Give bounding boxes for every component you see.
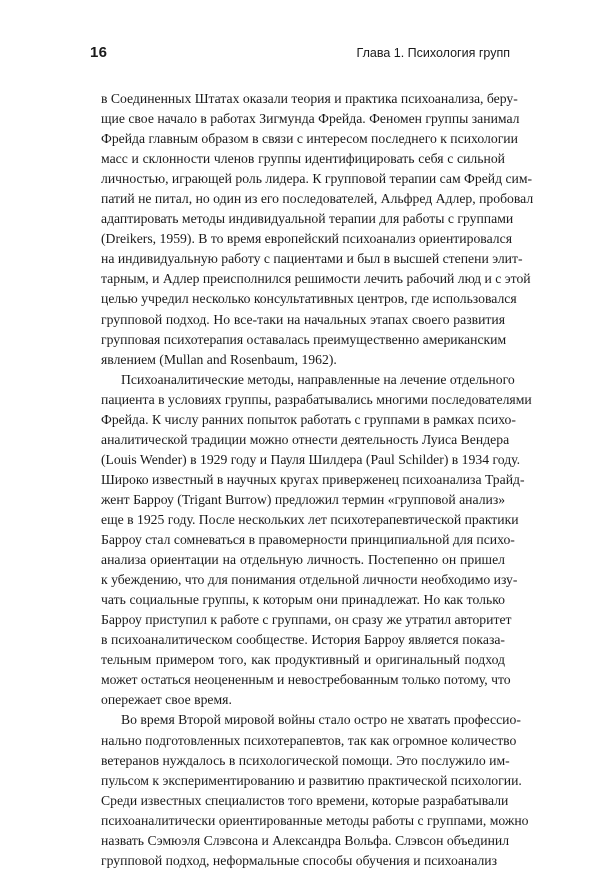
text-line: (Dreikers, 1959). В то время европейский психоанализ ориентировался: [101, 231, 512, 247]
text-line: Психоаналитические методы, направленные на лечение отдельного: [121, 371, 515, 387]
text-line: явлением (Mullan and Rosenbaum, 1962).: [101, 351, 337, 367]
paragraph: [101, 370, 532, 711]
text-line: Барроу стал сомневаться в правомерности принципиальной для психо-: [101, 532, 515, 548]
text-line: аналитической традиции можно отнести деятельность Луиса Вендера: [101, 431, 510, 447]
text-line: Среди известных специалистов того времени, которые разрабатывали: [101, 792, 509, 808]
text-line: опережает свое время.: [101, 692, 232, 708]
text-line: чать социальные группы, к которым они принадлежат. Но как только: [101, 592, 505, 608]
text-line: в Соединенных Штатах оказали теория и практика психоанализа, беру-: [101, 91, 518, 106]
text-line: щие свое начало в работах Зигмунда Фрейда. Феномен группы занимал: [101, 111, 520, 127]
text-line: личностью, играющей роль лидера. К групповой терапии сам Фрейд сим-: [101, 171, 533, 187]
text-line: ветеранов нуждалось в психологической помощи. Это послужило им-: [101, 752, 510, 768]
text-line: Фрейда. К числу ранних попыток работать с группами в рамках психо-: [101, 411, 516, 427]
text-line: тельным примером того, как продуктивный и оригинальный подход: [101, 652, 505, 668]
text-line: пульсом к экспериментированию и развитию практической психологии.: [101, 772, 522, 788]
text-line: нально подготовленных психотерапевтов, так как огромное количество: [101, 732, 517, 748]
text-line: тарным, и Адлер преисполнился решимости лечить рабочий люд и с этой: [101, 271, 531, 287]
text-line: групповой подход. Но все-таки на начальных этапах своего развития: [101, 311, 505, 327]
text-line: к убеждению, что для понимания отдельной личности необходимо изу-: [101, 572, 518, 588]
text-line: психоаналитически ориентированные методы работы с группами, можно: [101, 812, 529, 828]
text-line: целью учредил несколько консультативных центров, где использовался: [101, 291, 517, 307]
text-line: адаптировать методы индивидуальной терапии для работы с группами: [101, 211, 514, 227]
text-line: анализа ориентации на отдельную личность. Постепенно он пришел: [101, 552, 505, 568]
text-line: групповая психотерапия оставалась преимущественно американским: [101, 331, 507, 347]
body-text: [101, 89, 534, 871]
text-line: на индивидуальную работу с пациентами и был в высшей степени элит-: [101, 251, 523, 267]
text-line: Фрейда главным образом в связи с интересом последнего к психологии: [101, 131, 518, 147]
text-line: масс и склонности членов группы идентифицировать себя с сильной: [101, 151, 505, 167]
paragraph: [101, 710, 529, 870]
text-line: пациента в условиях группы, разрабатывались многими последователями: [101, 391, 532, 407]
text-line: Широко известный в научных кругах приверженец психоанализа Трайд-: [101, 471, 525, 487]
running-head: Глава 1. Психология групп: [356, 46, 510, 60]
text-line: групповой подход, неформальные способы обучения и психоанализ: [101, 852, 497, 868]
text-line: может остаться неоцененным и невостребованным только потому, что: [101, 672, 511, 688]
text-line: еще в 1925 году. После нескольких лет психотерапевтической практики: [101, 511, 519, 527]
paragraph: [101, 89, 534, 370]
text-line: Барроу приступил к работе с группами, он сразу же утратил авторитет: [101, 612, 512, 628]
text-line: (Louis Wender) в 1929 году и Пауля Шилдера (Paul Schilder) в 1934 году.: [101, 451, 521, 467]
text-line: в психоаналитическом сообществе. История Барроу является показа-: [101, 632, 505, 648]
text-line: патий не питал, но один из его последователей, Альфред Адлер, пробовал: [101, 191, 534, 207]
page-number: 16: [90, 44, 108, 61]
text-line: жент Барроу (Trigant Burrow) предложил термин «групповой анализ»: [101, 491, 506, 507]
text-line: назвать Сэмюэля Слэвсона и Александра Вольфа. Слэвсон объединил: [101, 832, 510, 848]
text-line: Во время Второй мировой войны стало остро не хватать профессио-: [121, 712, 521, 728]
